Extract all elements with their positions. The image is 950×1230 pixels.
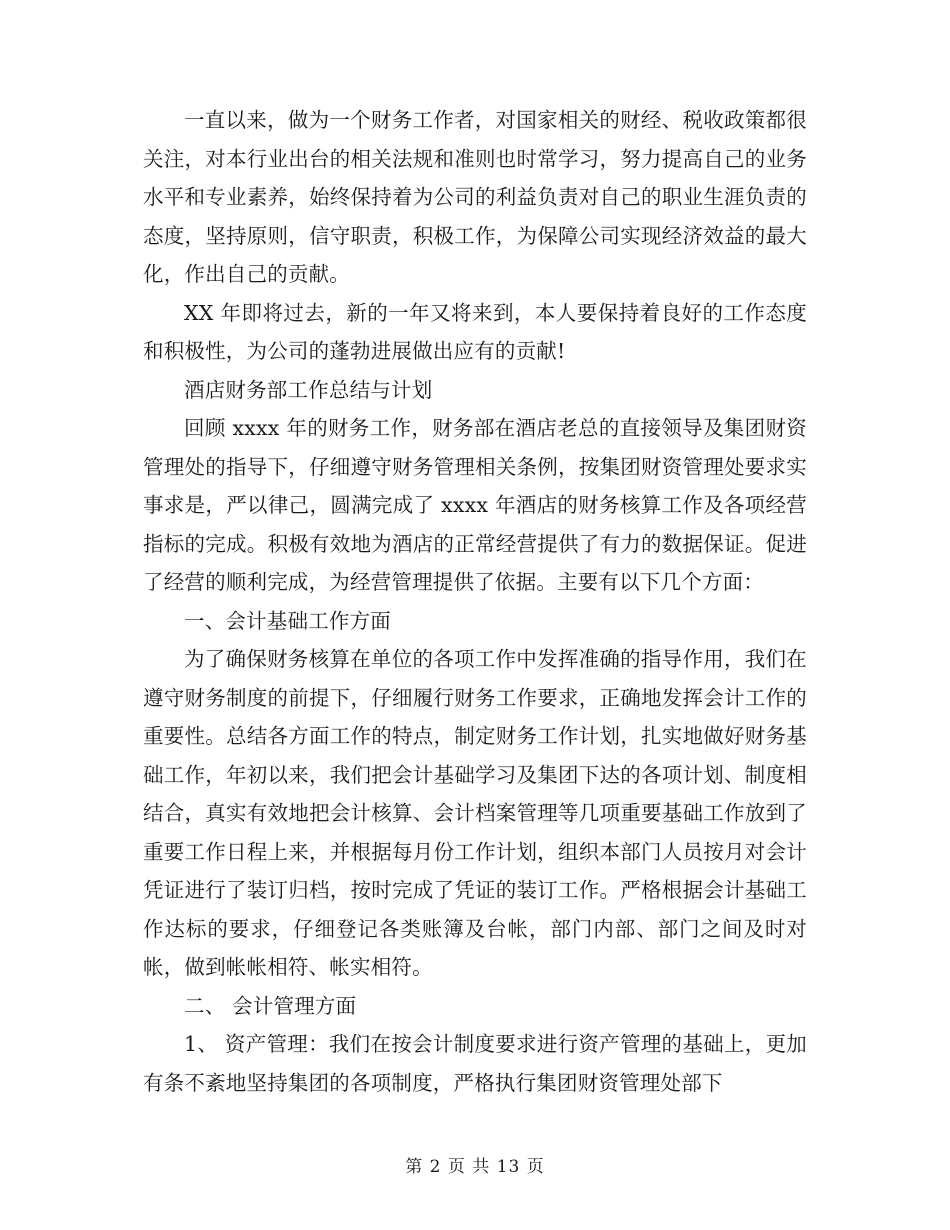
page-footer: 第 2 页 共 13 页 <box>405 1157 545 1177</box>
heading-accounting-management: 二、 会计管理方面 <box>184 993 357 1018</box>
paragraph-intro: 一直以来，做为一个财务工作者，对国家相关的财经、税收政策都很关注，对本行业出台的相关法规和准则也时常学习，努力提高自己的业务水平和专业素养，始终保持着为公司的利益负责对自己的职业生涯负责的态度，坚持原则，信守职责，积极工作，为保障公司实现经济效益的最大化，作出自己的贡献。 <box>143 108 807 286</box>
paragraph-asset-management: 1、 资产管理：我们在按会计制度要求进行资产管理的基础上，更加有条不紊地坚持集团的各项制度，严格执行集团财资管理处部下 <box>143 1032 807 1095</box>
paragraph-review: 回顾 xxxx 年的财务工作，财务部在酒店老总的直接领导及集团财资管理处的指导下，仔细遵守财务管理相关条例，按集团财资管理处要求实事求是，严以律己，圆满完成了 xxxx 年酒店的财务核算工作及各项经营指标的完成。积极有效地为酒店的正常经营提供了有力的数据保证。促进了经营的顺利完成，为经营管理提供了依据。主要有以下几个方面： <box>143 416 807 594</box>
paragraph-new-year: XX 年即将过去，新的一年又将来到，本人要保持着良好的工作态度和积极性，为公司的蓬勃进展做出应有的贡献! <box>143 300 807 363</box>
section-title: 酒店财务部工作总结与计划 <box>184 377 433 402</box>
heading-accounting-basics: 一、会计基础工作方面 <box>184 608 391 633</box>
paragraph-accounting-basics: 为了确保财务核算在单位的各项工作中发挥准确的指导作用，我们在遵守财务制度的前提下，仔细履行财务工作要求，正确地发挥会计工作的重要性。总结各方面工作的特点，制定财务工作计划，扎实地做好财务基础工作，年初以来，我们把会计基础学习及集团下达的各项计划、制度相结合，真实有效地把会计核算、会计档案管理等几项重要基础工作放到了重要工作日程上来，并根据每月份工作计划，组织本部门人员按月对会计凭证进行了装订归档，按时完成了凭证的装订工作。严格根据会计基础工作达标的要求，仔细登记各类账簿及台帐，部门内部、部门之间及时对帐，做到帐帐相符、帐实相符。 <box>143 647 807 979</box>
document-body <box>143 101 807 1102</box>
